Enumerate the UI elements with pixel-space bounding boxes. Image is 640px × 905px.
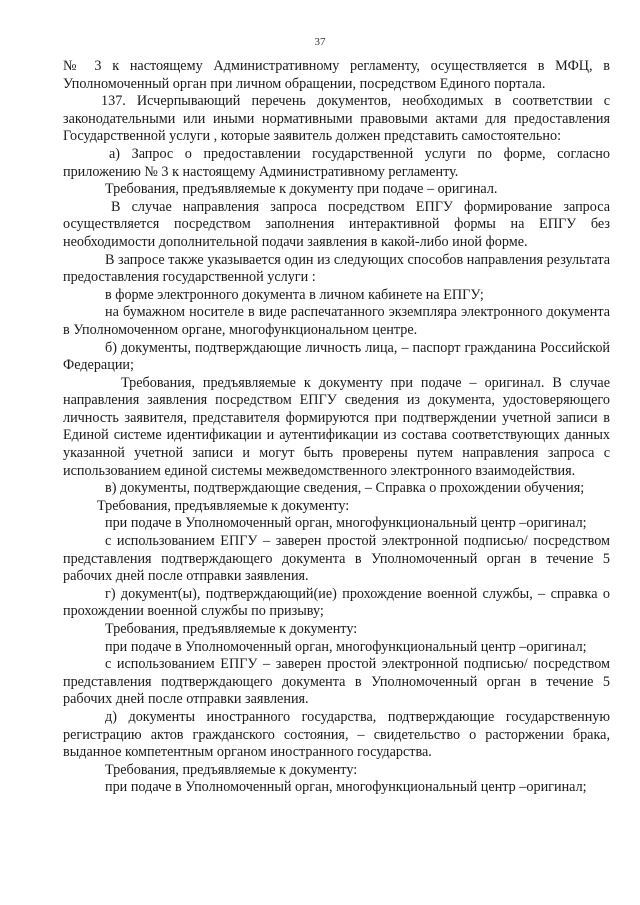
paragraph-original-g: при подаче в Уполномоченный орган, многофункциональный центр –оригинал; [105,638,587,655]
document-body [63,58,610,797]
paragraph-item-g: г) документ(ы), подтверждающий(ие) прохождение военной службы, – справка о прохождении военной службы по призыву; [63,585,610,620]
page-number: 37 [314,36,326,48]
paragraph-requirements-v: Требования, предъявляемые к документу: [97,497,350,514]
paragraph-electronic-form: в форме электронного документа в личном кабинете на ЕПГУ; [105,286,484,303]
paragraph-original-d: при подаче в Уполномоченный орган, многофункциональный центр –оригинал; [105,779,587,796]
paragraph-requirements-g: Требования, предъявляемые к документу: [105,621,358,637]
paragraph-requirements-d: Требования, предъявляемые к документу: [105,761,358,778]
paragraph-continuation: № 3 к настоящему Административному регламенту, осуществляется в МФЦ, в Уполномоченный орган при личном обращении, посредством Единого портала. [63,58,610,92]
paragraph-epgu-request: В случае направления запроса посредством ЕПГУ формирование запроса осуществляется посредством заполнения интерактивной формы на ЕПГУ без необходимости дополнительной подачи заявления в какой-либо иной форме. [63,198,610,250]
paragraph-requirements-a: Требования, предъявляемые к документу при подаче – оригинал. [105,181,498,198]
paragraph-paper-form: на бумажном носителе в виде распечатанного экземпляра электронного документа в Уполномоченном органе, многофункциональном центре. [63,304,610,338]
paragraph-requirements-b: Требования, предъявляемые к документу при подаче – оригинал. В случае направления заявления посредством ЕПГУ сведения из документа, удостоверяющего личность заявителя, представителя формируются при подтверждении учетной записи в Единой системе идентификации и аутентификации из состава соответствующих данных указанной учетной записи и могут быть проверены путем направления запроса с использованием единой системы межведомственного электронного взаимодействия. [63,374,610,479]
paragraph-original-v: при подаче в Уполномоченный орган, многофункциональный центр –оригинал; [105,515,587,532]
paragraph-epgu-g: с использованием ЕПГУ – заверен простой электронной подписью/ посредством представления подтверждающего документа в Уполномоченный орган в течение 5 рабочих дней после отправки заявления. [63,656,610,708]
paragraph-item-b: б) документы, подтверждающие личность лица, – паспорт гражданина Российской Федерации; [63,339,610,374]
paragraph-item-a: а) Запрос о предоставлении государственной услуги по форме, согласно приложению № 3 к настоящему Административному регламенту. [63,145,610,180]
paragraph-epgu-v: с использованием ЕПГУ – заверен простой электронной подписью/ посредством представления подтверждающего документа в Уполномоченный орган в течение 5 рабочих дней после отправки заявления. [63,533,610,585]
paragraph-item-v: в) документы, подтверждающие сведения, – Справка о прохождении обучения; [105,480,585,497]
paragraph-result-methods: В запросе также указывается один из следующих способов направления результата предоставления государственной услуги : [63,251,610,286]
paragraph-item-d: д) документы иностранного государства, подтверждающие государственную регистрацию актов гражданского состояния, – свидетельство о расторжении брака, выданное компетентным органом иностранного государства. [63,708,610,761]
paragraph-137: 137. Исчерпывающий перечень документов, необходимых в соответствии с законодательными или иными нормативными правовыми актами для предоставления Государственной услуги , которые заявитель должен представить самостоятельно: [63,93,610,145]
